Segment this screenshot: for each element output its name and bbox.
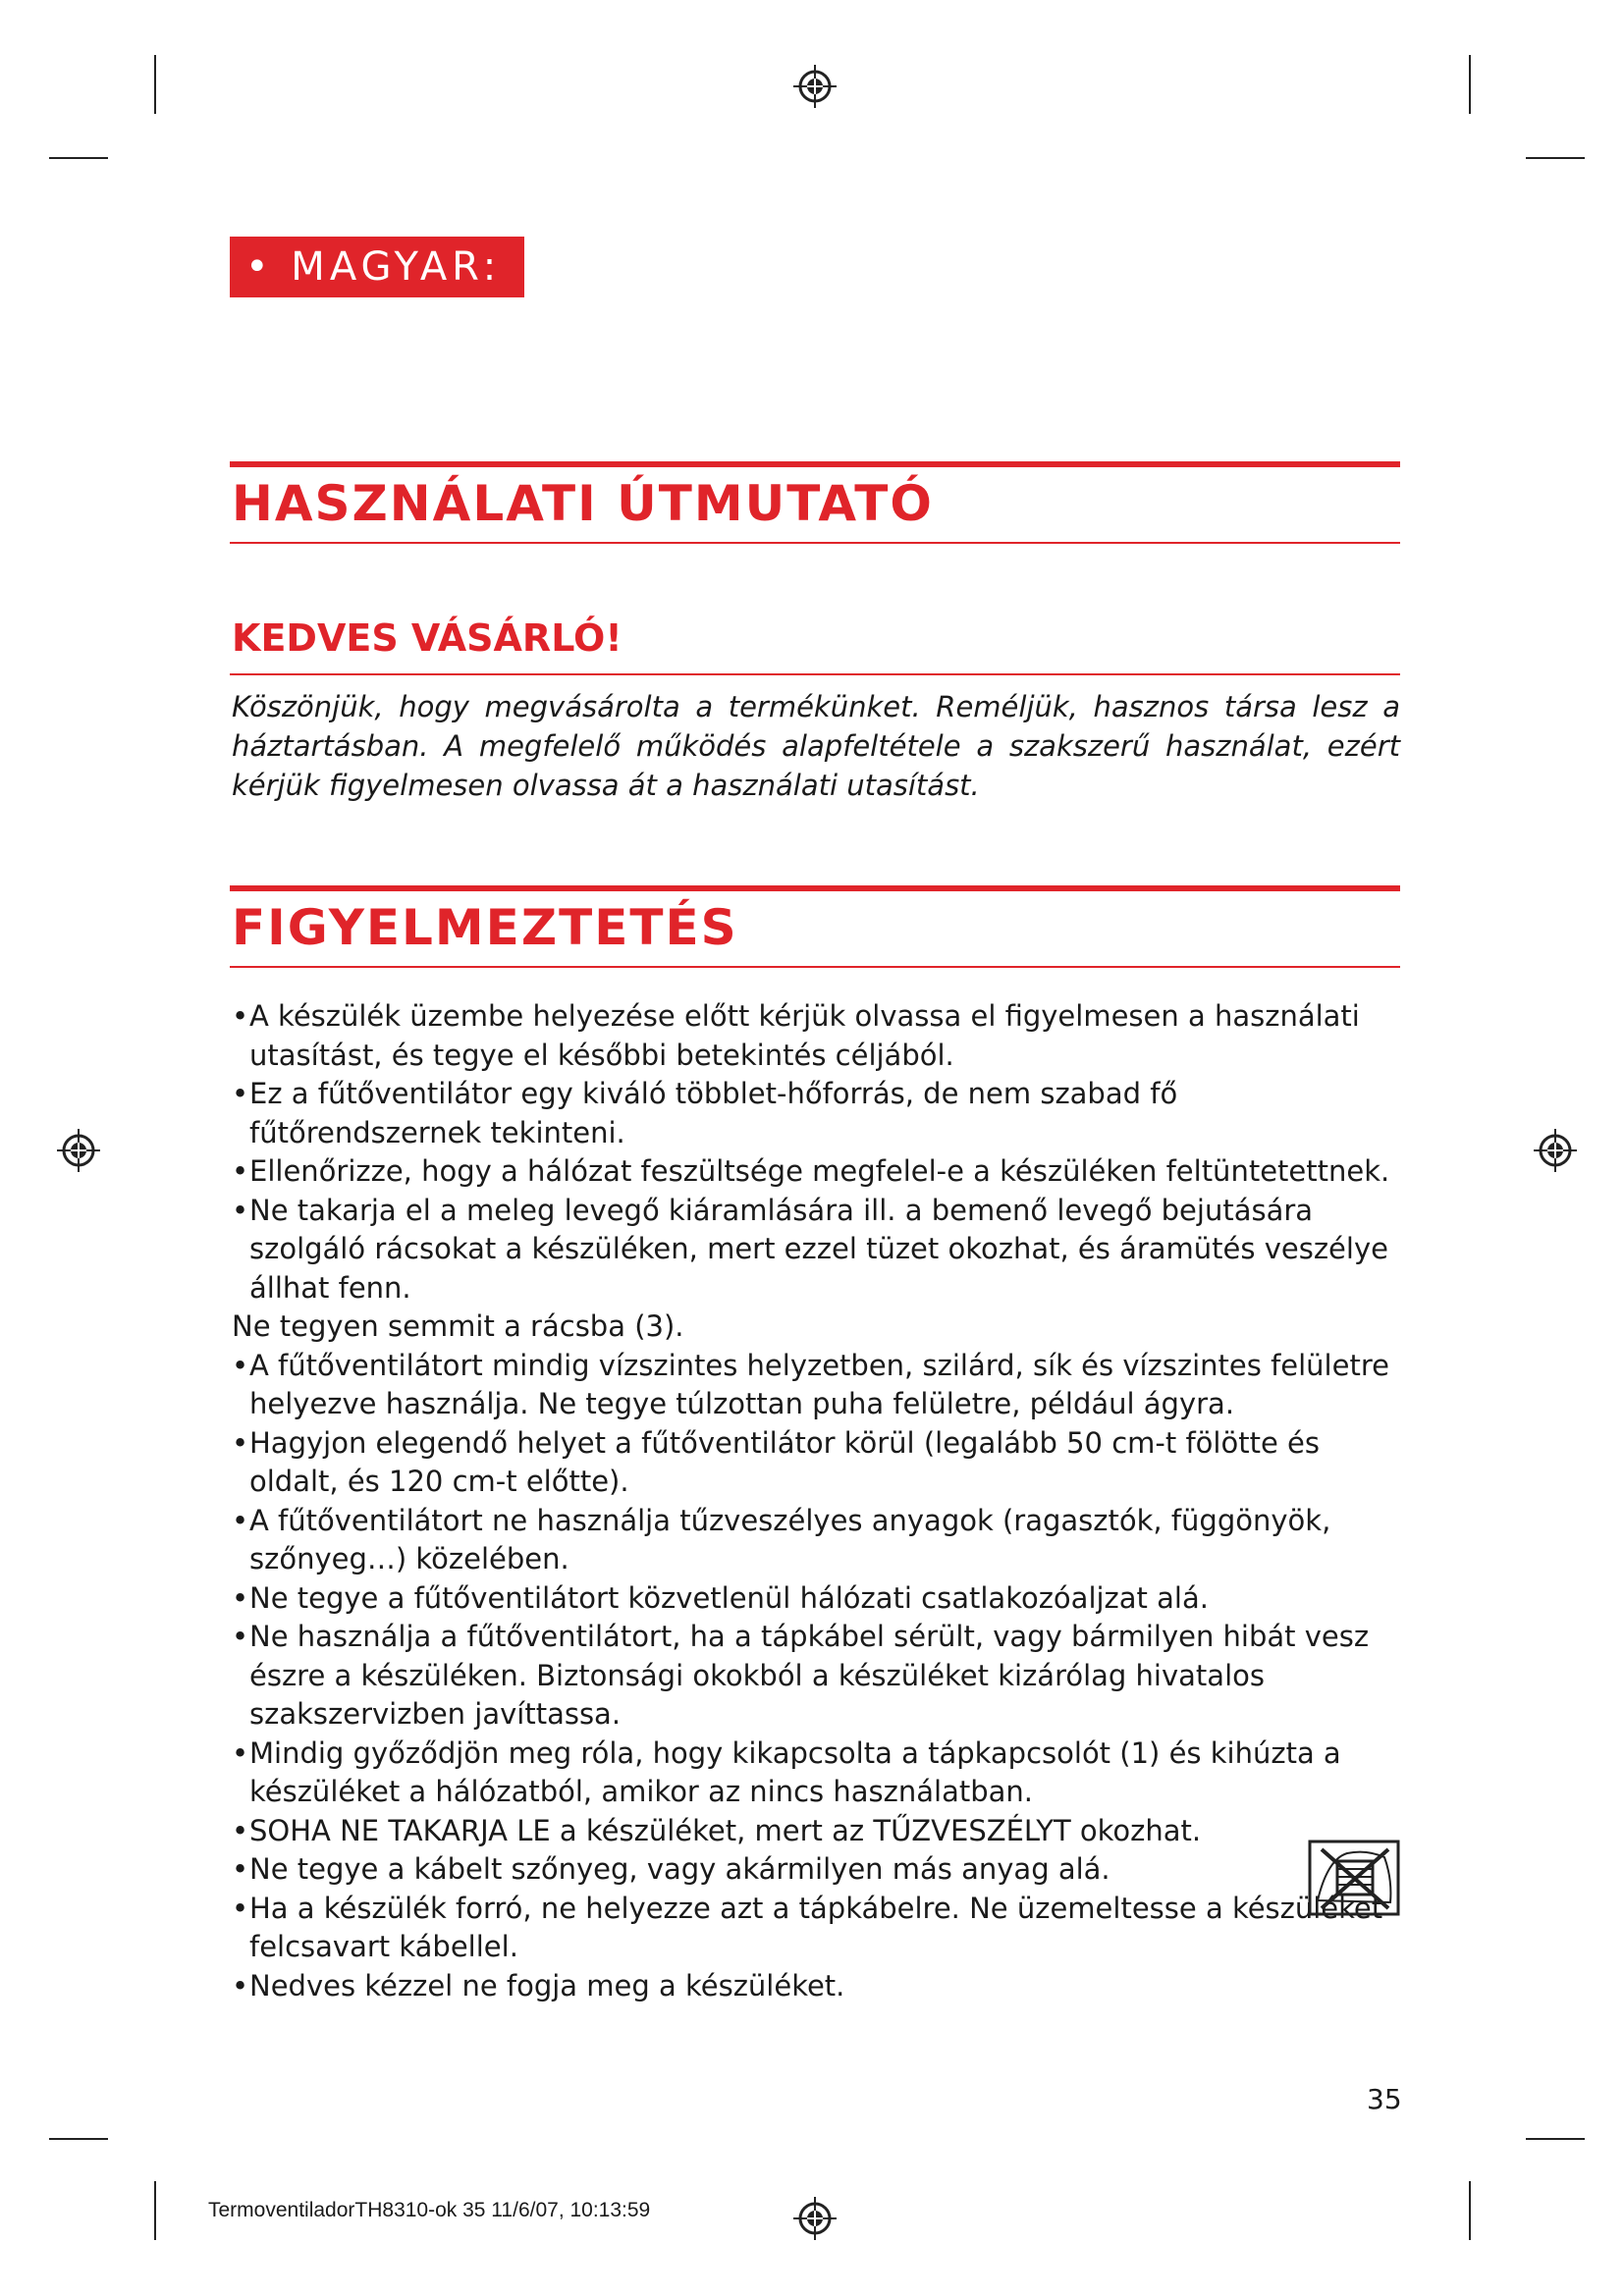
list-item <box>232 1618 1410 1735</box>
list-item-text: Ellenőrizze, hogy a hálózat feszültsége megfelel-e a készüléken feltüntetettnek. <box>249 1154 1390 1188</box>
crosshair-registration-icon <box>55 1127 102 1174</box>
do-not-cover-icon <box>1308 1840 1400 1916</box>
list-item <box>232 1152 1410 1192</box>
page-number: 35 <box>1367 2083 1402 2115</box>
bullet: • <box>232 1193 249 1227</box>
bullet: • <box>232 1154 249 1188</box>
list-item-text: A fűtőventilátort mindig vízszintes helyzetben, szilárd, sík és vízszintes felületre helyezve használja. Ne tegye túlzottan puha felületre, például ágyra. <box>249 1348 1389 1420</box>
list-item-text: Ne takarja el a meleg levegő kiáramlására ill. a bemenő levegő bejutására szolgáló rácsokat a készüléken, mert ezzel tüzet okozhat, és áramütés veszélye állhat fenn. <box>249 1193 1388 1305</box>
bullet: • <box>232 1813 249 1847</box>
list-item-text: Ez a fűtőventilátor egy kiváló többlet-hőforrás, de nem szabad fő fűtőrendszernek tekinteni. <box>249 1077 1178 1149</box>
greeting-rule <box>230 673 1400 675</box>
list-item <box>232 1850 1410 1890</box>
list-item <box>232 997 1410 1075</box>
bullet: • <box>232 1735 249 1770</box>
list-item-text: Hagyjon elegendő helyet a fűtőventilátor körül (legalább 50 cm-t fölötte és oldalt, és 120 cm-t előtte). <box>249 1425 1320 1498</box>
list-item <box>232 1192 1410 1308</box>
bullet: • <box>232 1077 249 1110</box>
list-item <box>232 1075 1410 1152</box>
bullet: • <box>232 1620 249 1653</box>
crop-mark <box>1469 2181 1471 2240</box>
list-item-text: Ha a készülék forró, ne helyezze azt a tápkábelre. Ne üzemeltesse a készüléket felcsavart kábellel. <box>249 1891 1383 1963</box>
list-item <box>232 1735 1410 1812</box>
crop-mark <box>1526 157 1585 159</box>
bullet: • <box>232 1348 249 1382</box>
bullet: • <box>232 1968 249 2002</box>
bullet: • <box>232 1852 249 1886</box>
crop-mark <box>49 2138 108 2140</box>
title-rule-top <box>230 461 1400 467</box>
bullet: • <box>232 1425 249 1460</box>
title-rule-bottom <box>230 542 1400 544</box>
print-footer: TermoventiladorTH8310-ok 35 11/6/07, 10:13:59 <box>208 2199 651 2221</box>
warning-rule-top <box>230 885 1400 891</box>
list-item-text: SOHA NE TAKARJA LE a készüléket, mert az TŰZVESZÉLYT okozhat. <box>249 1813 1202 1847</box>
bullet: • <box>232 999 249 1033</box>
crosshair-registration-icon <box>791 63 839 110</box>
greeting-heading: KEDVES VÁSÁRLÓ! <box>232 616 623 660</box>
list-item-text: Ne tegyen semmit a rácsba (3). <box>232 1309 684 1343</box>
list-item-text: A fűtőventilátort ne használja tűzveszélyes anyagok (ragasztók, függönyök, szőnyeg…) közelében. <box>249 1503 1331 1575</box>
list-item-text: Nedves kézzel ne fogja meg a készüléket. <box>249 1968 845 2002</box>
list-item <box>232 1967 1410 2006</box>
crop-mark <box>1526 2138 1585 2140</box>
list-item <box>232 1502 1410 1579</box>
list-item-text: Ne tegye a kábelt szőnyeg, vagy akármilyen más anyag alá. <box>249 1852 1110 1886</box>
list-item <box>232 1579 1410 1619</box>
bullet: • <box>232 1503 249 1537</box>
warning-heading: FIGYELMEZTETÉS <box>232 899 738 956</box>
crop-mark <box>154 2181 156 2240</box>
list-item-text: Ne használja a fűtőventilátort, ha a tápkábel sérült, vagy bármilyen hibát vesz észre a készüléken. Biztonsági okokból a készüléket kizárólag hivatalos szakszervizben javíttassa. <box>249 1620 1370 1731</box>
crosshair-registration-icon <box>1532 1127 1579 1174</box>
bullet: • <box>232 1891 249 1925</box>
language-badge: • MAGYAR: <box>230 237 524 297</box>
warning-rule-bottom <box>230 966 1400 968</box>
list-item <box>232 1308 1410 1347</box>
list-item-text: Mindig győződjön meg róla, hogy kikapcsolta a tápkapcsolót (1) és kihúzta a készüléket a hálózatból, amikor az nincs használatban. <box>249 1735 1341 1808</box>
crop-mark <box>49 157 108 159</box>
crop-mark <box>154 55 156 114</box>
page-title: HASZNÁLATI ÚTMUTATÓ <box>232 475 934 532</box>
list-item <box>232 1812 1410 1851</box>
greeting-text: Köszönjük, hogy megvásárolta a termékünket. Reméljük, hasznos társa lesz a háztartásban. A megfelelő működés alapfeltétele a szakszerű használat, ezért kérjük figyelmesen olvassa át a használati utasítást. <box>232 690 1400 802</box>
bullet: • <box>232 1580 249 1615</box>
list-item <box>232 1424 1410 1502</box>
crop-mark <box>1469 55 1471 114</box>
warning-list <box>232 997 1410 2005</box>
crosshair-registration-icon <box>791 2195 839 2242</box>
list-item-text: A készülék üzembe helyezése előtt kérjük olvassa el figyelmesen a használati utasítást, és tegye el későbbi betekintés céljából. <box>249 999 1360 1072</box>
list-item-text: Ne tegye a fűtőventilátort közvetlenül hálózati csatlakozóaljzat alá. <box>249 1580 1209 1615</box>
list-item <box>232 1890 1410 1967</box>
list-item <box>232 1347 1410 1424</box>
